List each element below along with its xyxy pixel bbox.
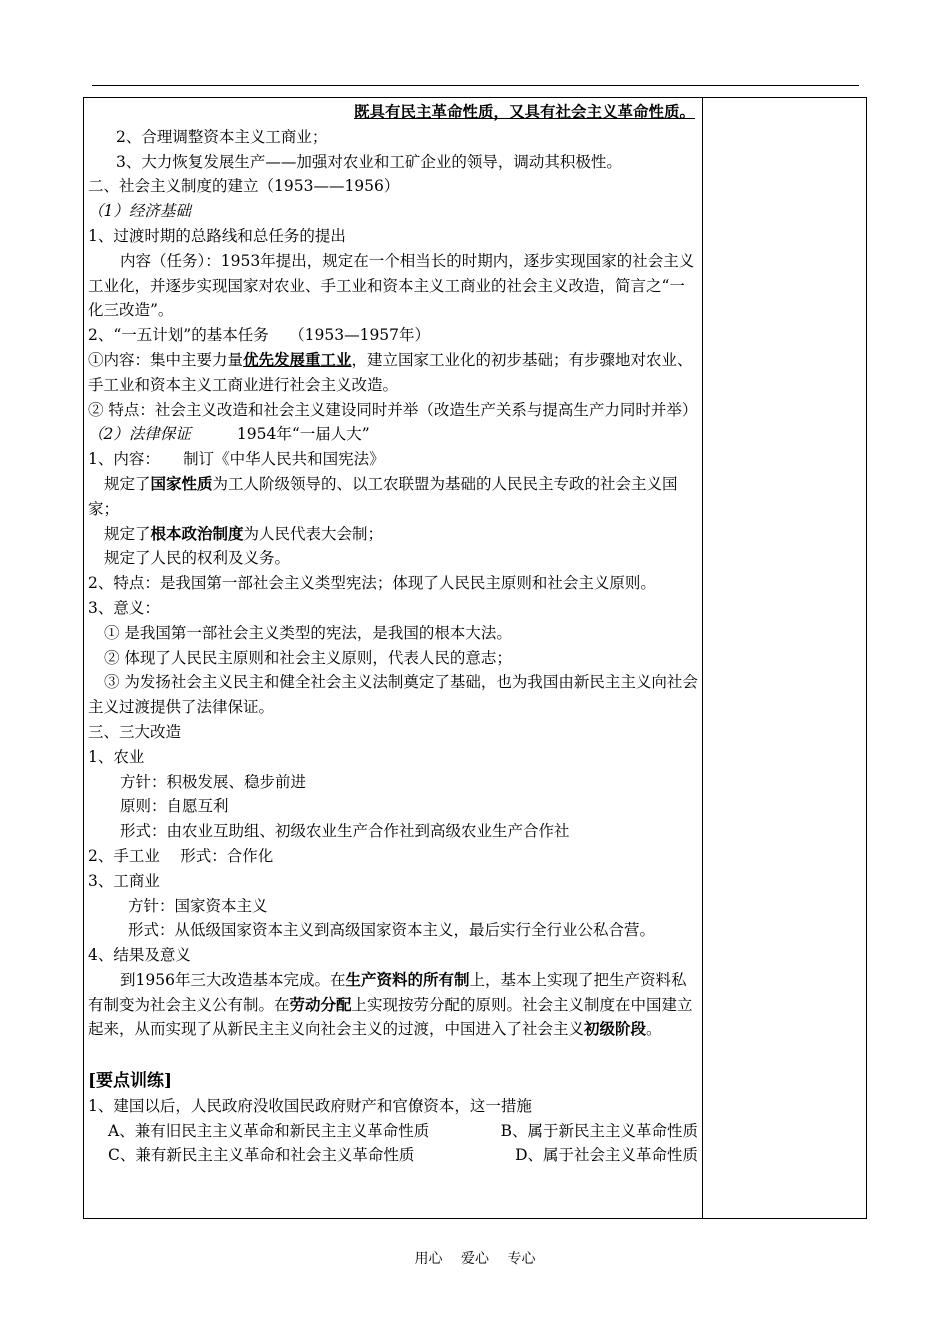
result-paragraph	[88, 968, 698, 1042]
constitution-content-heading: 1、内容： 制订《中华人民共和国宪法》	[88, 450, 385, 469]
page-footer: 用心 爱心 专心	[414, 1251, 536, 1267]
distribution-emphasis: 劳动分配	[289, 994, 352, 1014]
constitution-meaning-heading: 3、意义：	[88, 598, 160, 617]
legal-guarantee-heading	[88, 422, 698, 447]
first-npc-label: 1954年“一届人大”	[236, 425, 370, 444]
state-nature-line	[88, 472, 698, 522]
result-heading: 4、结果及意义	[88, 946, 191, 965]
adjust-line: 2、合理调整资本主义工商业；	[116, 127, 328, 146]
state-nature-text: 为工人阶级领导的、以工农联盟为基础的人民民主专政的社会主义国家；	[88, 474, 678, 518]
five-year-plan-heading: 2、“一五计划”的基本任务 （1953—1957年）	[88, 326, 431, 345]
handicraft-line: 2、手工业 形式：合作化	[88, 846, 274, 865]
title-line: 既具有民主革命性质，又具有社会主义革命性质。	[353, 102, 695, 121]
meaning-item-3: ③ 为发扬社会主义民主和健全社会主义法制奠定了基础，也为我国由新民主主义向社会主义过渡提供了法律保证。	[88, 673, 698, 717]
political-system-line	[88, 522, 698, 547]
political-system-emphasis: 根本政治制度	[150, 523, 244, 543]
option-b: B、属于新民主主义革命性质	[500, 1121, 698, 1140]
section-3-heading: 三、三大改造	[88, 722, 182, 741]
option-c: C、兼有新民主主义革命和社会主义革命性质	[108, 1146, 415, 1165]
column-divider	[702, 97, 703, 1219]
restore-line: 3、大力恢复发展生产——加强对农业和工矿企业的领导，调动其积极性。	[116, 152, 622, 171]
agriculture-form: 形式：由农业互助组、初级农业生产合作社到高级农业生产合作社	[120, 822, 570, 841]
result-text-e: 上实现按劳分配的原则。社会主义制度在中国建立起来，从而实现了从新民主主义向社会主义的过渡，中国进入了社会主义	[88, 995, 693, 1039]
state-nature-prefix: 规定了	[104, 474, 151, 493]
agriculture-principle: 原则：自愿互利	[120, 797, 229, 816]
header-rule	[92, 85, 859, 86]
option-d: D、属于社会主义革命性质	[515, 1146, 698, 1165]
plan-text-c: ，建立国家工业化的初步基础；有步骤地对农业、手工业和资本主义工商业进行社会主义改造。	[88, 350, 693, 394]
rights-line: 规定了人民的权利及义务。	[104, 549, 291, 568]
state-nature-emphasis: 国家性质	[150, 473, 213, 493]
section-2-heading: 二、社会主义制度的建立（1953——1956）	[88, 177, 400, 196]
choice-row-1	[88, 1119, 698, 1144]
ownership-emphasis: 生产资料的所有制	[345, 969, 470, 989]
question-1: 1、建国以后，人民政府没收国民政府财产和官僚资本，这一措施	[88, 1096, 532, 1115]
five-year-plan-feature: ② 特点：社会主义改造和社会主义建设同时并举（改造生产关系与提高生产力同时并举）	[88, 400, 698, 419]
agriculture-heading: 1、农业	[88, 747, 145, 766]
legal-guarantee-label: （2）法律保证	[88, 425, 191, 444]
meaning-item-1: ① 是我国第一部社会主义类型的宪法，是我国的根本大法。	[104, 623, 512, 642]
lesson-content	[88, 100, 698, 1168]
five-year-plan-content	[88, 348, 698, 398]
political-system-text: 为人民代表大会制；	[243, 524, 384, 543]
general-line-content: 内容（任务）：1953年提出，规定在一个相当长的时期内，逐步实现国家的社会主义工业化，并逐步实现国家对农业、手工业和资本主义工商业的社会主义改造，简言之“一化三改造”。	[88, 251, 695, 320]
commerce-policy: 方针：国家资本主义	[128, 896, 268, 915]
commerce-heading: 3、工商业	[88, 871, 160, 890]
blank-line	[88, 1042, 698, 1067]
plan-text-a: ①内容：集中主要力量	[88, 350, 244, 369]
agriculture-policy: 方针：积极发展、稳步前进	[120, 772, 307, 791]
plan-emphasis: 优先发展重工业	[243, 349, 352, 369]
result-text-c: 上，基本上实现了把生产资料私有制变为社会主义公有制。在	[88, 970, 687, 1014]
meaning-item-2: ② 体现了人民民主原则和社会主义原则，代表人民的意志；	[104, 648, 512, 667]
choice-row-2	[88, 1143, 698, 1168]
result-text-g: 。	[646, 1020, 662, 1039]
political-system-prefix: 规定了	[104, 524, 151, 543]
result-text-a: 到1956年三大改造基本完成。在	[120, 970, 346, 989]
training-heading: [要点训练]	[88, 1071, 173, 1092]
constitution-feature-line: 2、特点：是我国第一部社会主义类型宪法；体现了人民民主原则和社会主义原则。	[88, 574, 656, 593]
economic-basis-heading: （1）经济基础	[88, 202, 191, 221]
option-a: A、兼有旧民主主义革命和新民主主义革命性质	[108, 1121, 430, 1140]
commerce-form: 形式：从低级国家资本主义到高级国家资本主义，最后实行全行业公私合营。	[128, 921, 656, 940]
primary-stage-emphasis: 初级阶段	[584, 1019, 647, 1039]
general-line-heading: 1、过渡时期的总路线和总任务的提出	[88, 226, 346, 245]
